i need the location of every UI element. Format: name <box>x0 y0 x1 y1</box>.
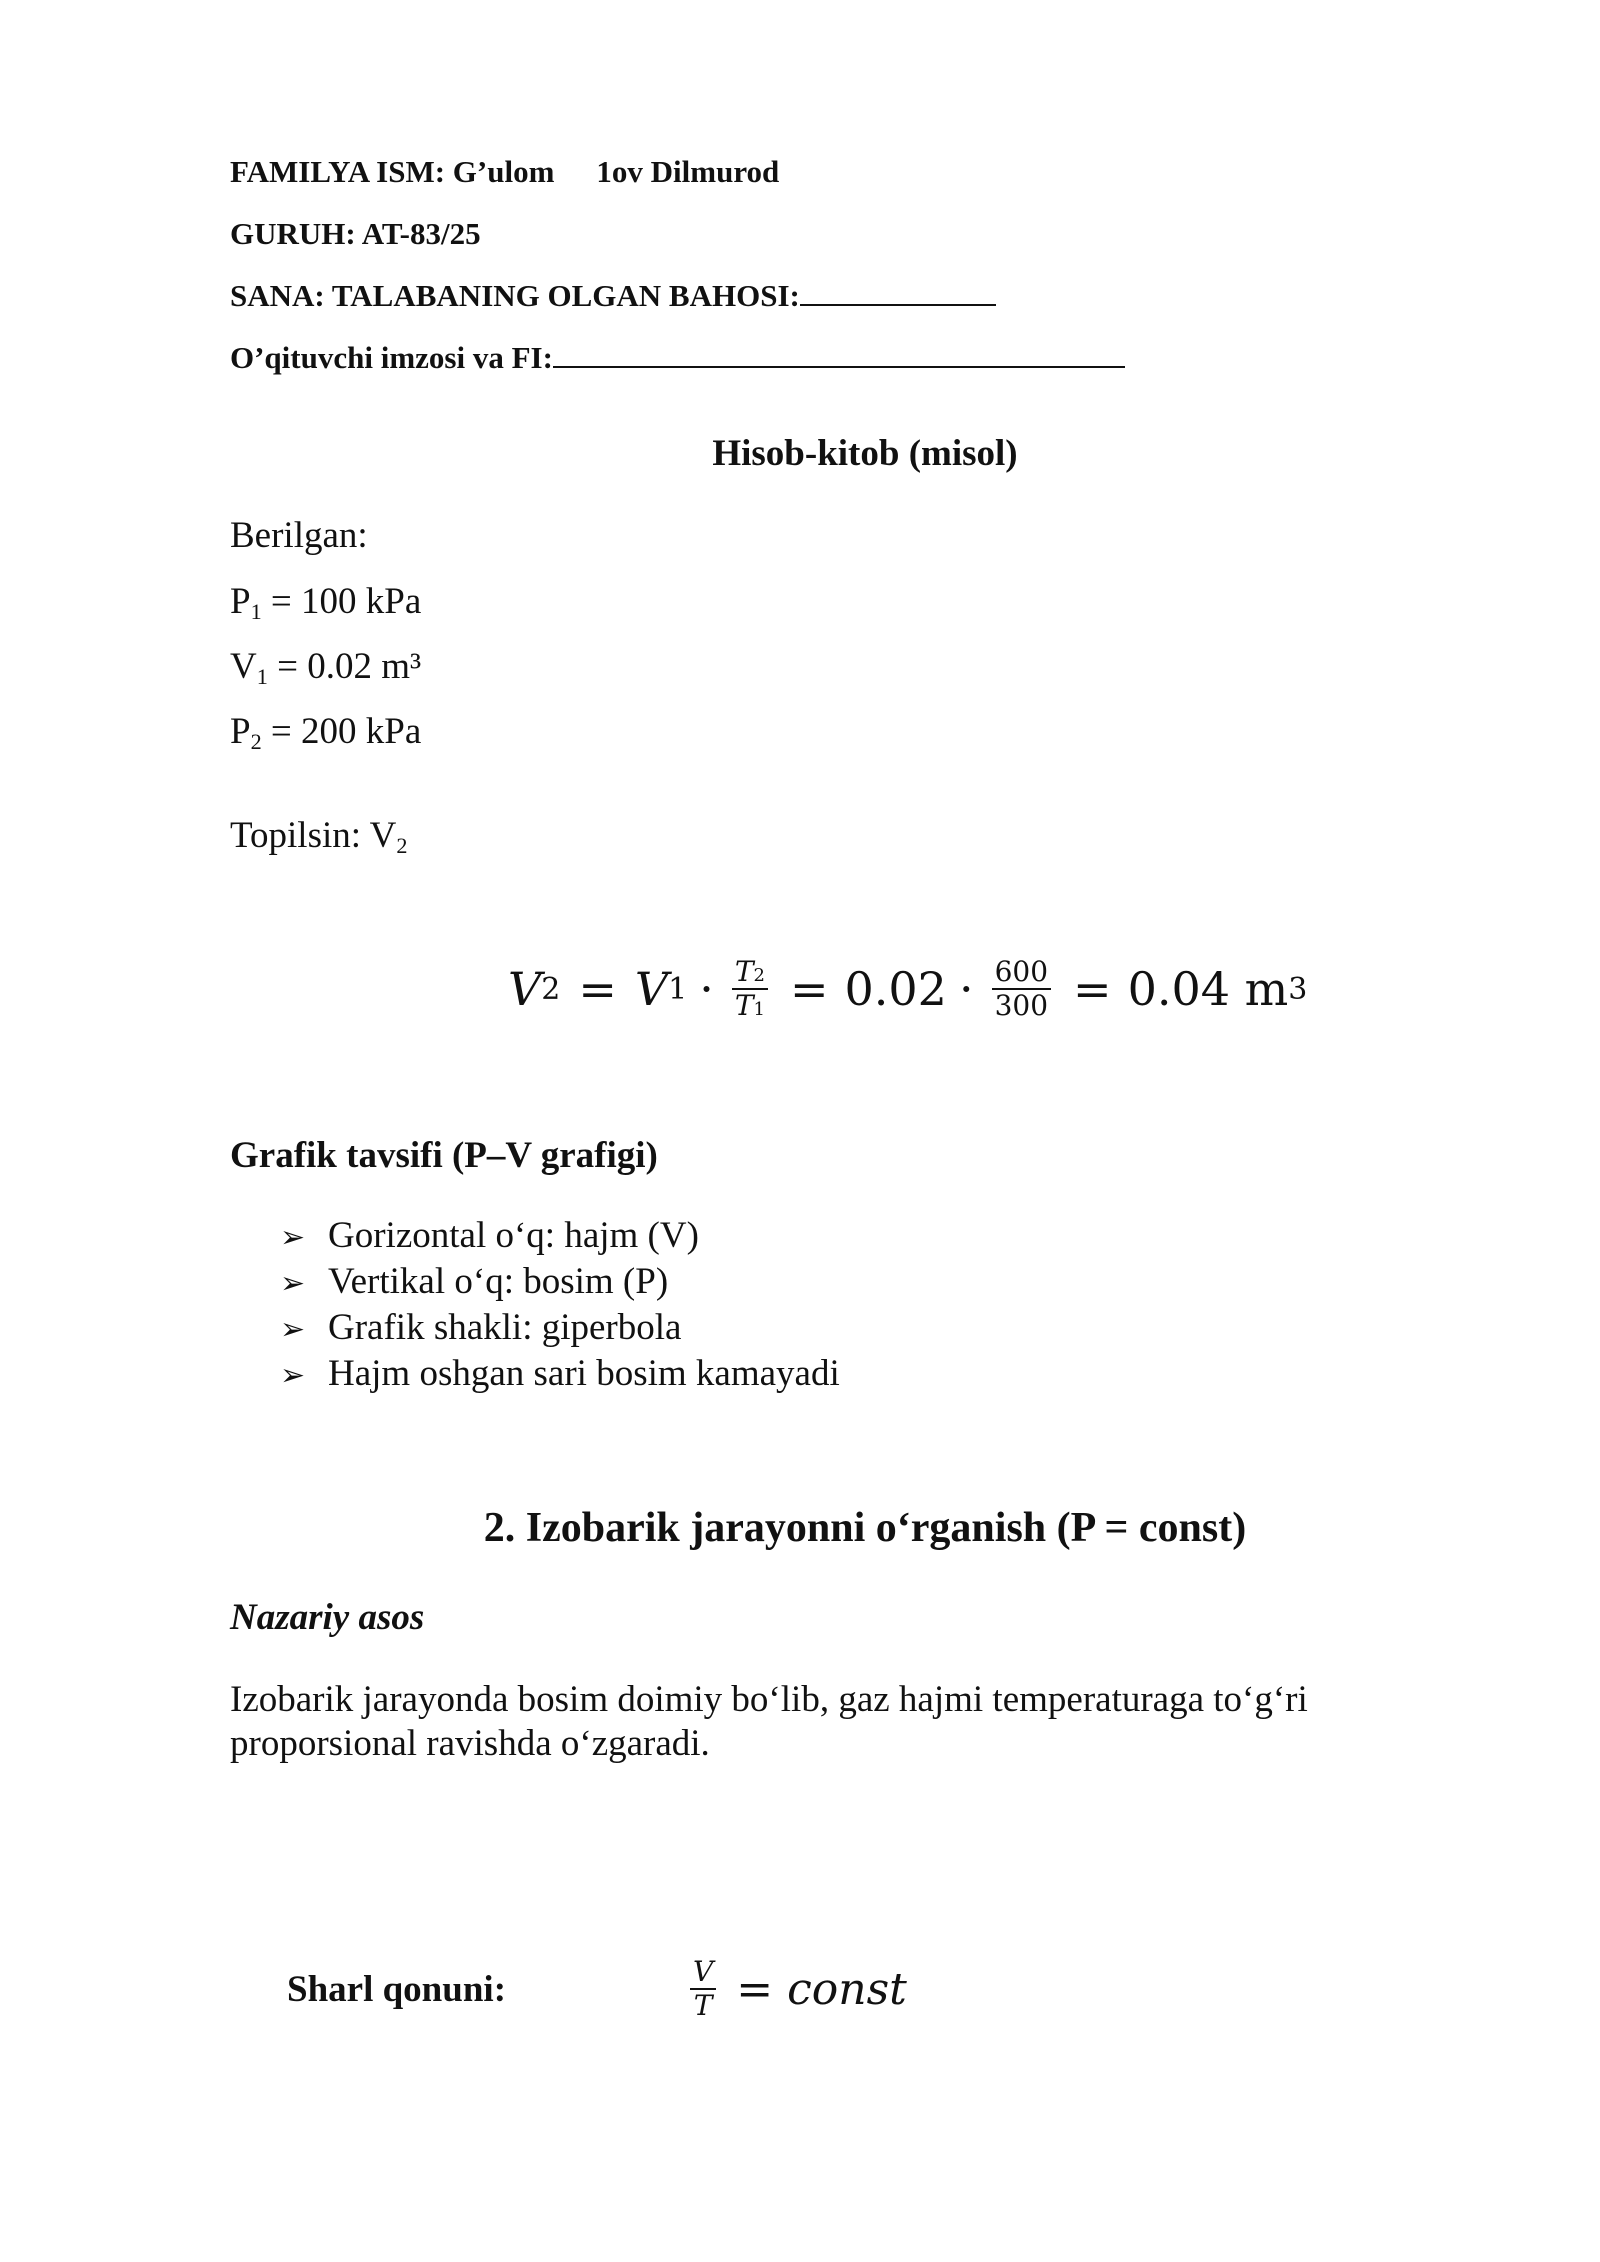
given-p2: $P_2 = 200$ kPa <box>230 711 422 755</box>
t-fraction: $\frac{T2}{T1}$ <box>732 958 768 1020</box>
student-name-rest: 1ov Dilmurod <box>596 154 780 189</box>
group-line: GURUH: AT-83/25 <box>230 216 481 251</box>
theory-label: Nazariy asos <box>230 1597 425 1638</box>
arrowhead-bullet-icon: ➢ <box>280 1221 306 1254</box>
list-item: ➢ Grafik shakli: giperbola <box>280 1306 840 1352</box>
graph-title: Grafik tavsifi (P–V grafigi) <box>230 1135 658 1176</box>
student-name-line <box>230 154 779 190</box>
list-item: ➢ Vertikal o‘q: bosim (P) <box>280 1260 840 1306</box>
list-item: ➢ Gorizontal o‘q: hajm (V) <box>280 1214 840 1260</box>
grade-line <box>230 278 996 314</box>
arrowhead-bullet-icon: ➢ <box>280 1313 306 1346</box>
teacher-line <box>230 340 1125 376</box>
teacher-label: O’qituvchi imzosi va FI: <box>230 340 553 375</box>
given-label: Berilgan: <box>230 515 368 556</box>
arrowhead-bullet-icon: ➢ <box>280 1359 306 1392</box>
list-item: ➢ Hajm oshgan sari bosim kamayadi <box>280 1352 840 1398</box>
theory-paragraph: Izobarik jarayonda bosim doimiy bo‘lib, gaz hajmi temperaturaga to‘g‘ri proporsional ravishda o‘zgaradi. <box>230 1679 1308 1764</box>
charles-law-label: Sharl qonuni: <box>287 1969 507 2010</box>
graph-bullet-list <box>280 1214 840 1398</box>
grade-label: SANA: TALABANING OLGAN BAHOSI: <box>230 278 800 313</box>
section2-title: 2. Izobarik jarayonni o‘rganish (P = const) <box>483 1505 1247 1551</box>
student-name-label: FAMILYA ISM: G’ulom <box>230 154 555 189</box>
given-v1: $V_1 = 0.02$ m³ <box>230 646 422 690</box>
v2-formula: V 2 = V 1 · $\frac{T2}{T1}$ = 0.02 · $\frac{600}{300}$ = 0.04 m 3 <box>508 955 1308 1022</box>
number-fraction: $\frac{600}{300}$ <box>992 958 1051 1020</box>
given-p1: $P_1 = 100$ kPa <box>230 581 422 625</box>
find-line: Topilsin: $V_2$ <box>230 815 408 859</box>
v-over-t-fraction: $\frac{V}{T}$ <box>690 1958 716 2020</box>
charles-law-formula: $\frac{V}{T}$ = const <box>684 1958 907 2020</box>
arrowhead-bullet-icon: ➢ <box>280 1267 306 1300</box>
teacher-blank[interactable] <box>553 342 1125 368</box>
calc-title: Hisob-kitob (misol) <box>712 433 1018 474</box>
grade-blank[interactable] <box>800 280 996 306</box>
